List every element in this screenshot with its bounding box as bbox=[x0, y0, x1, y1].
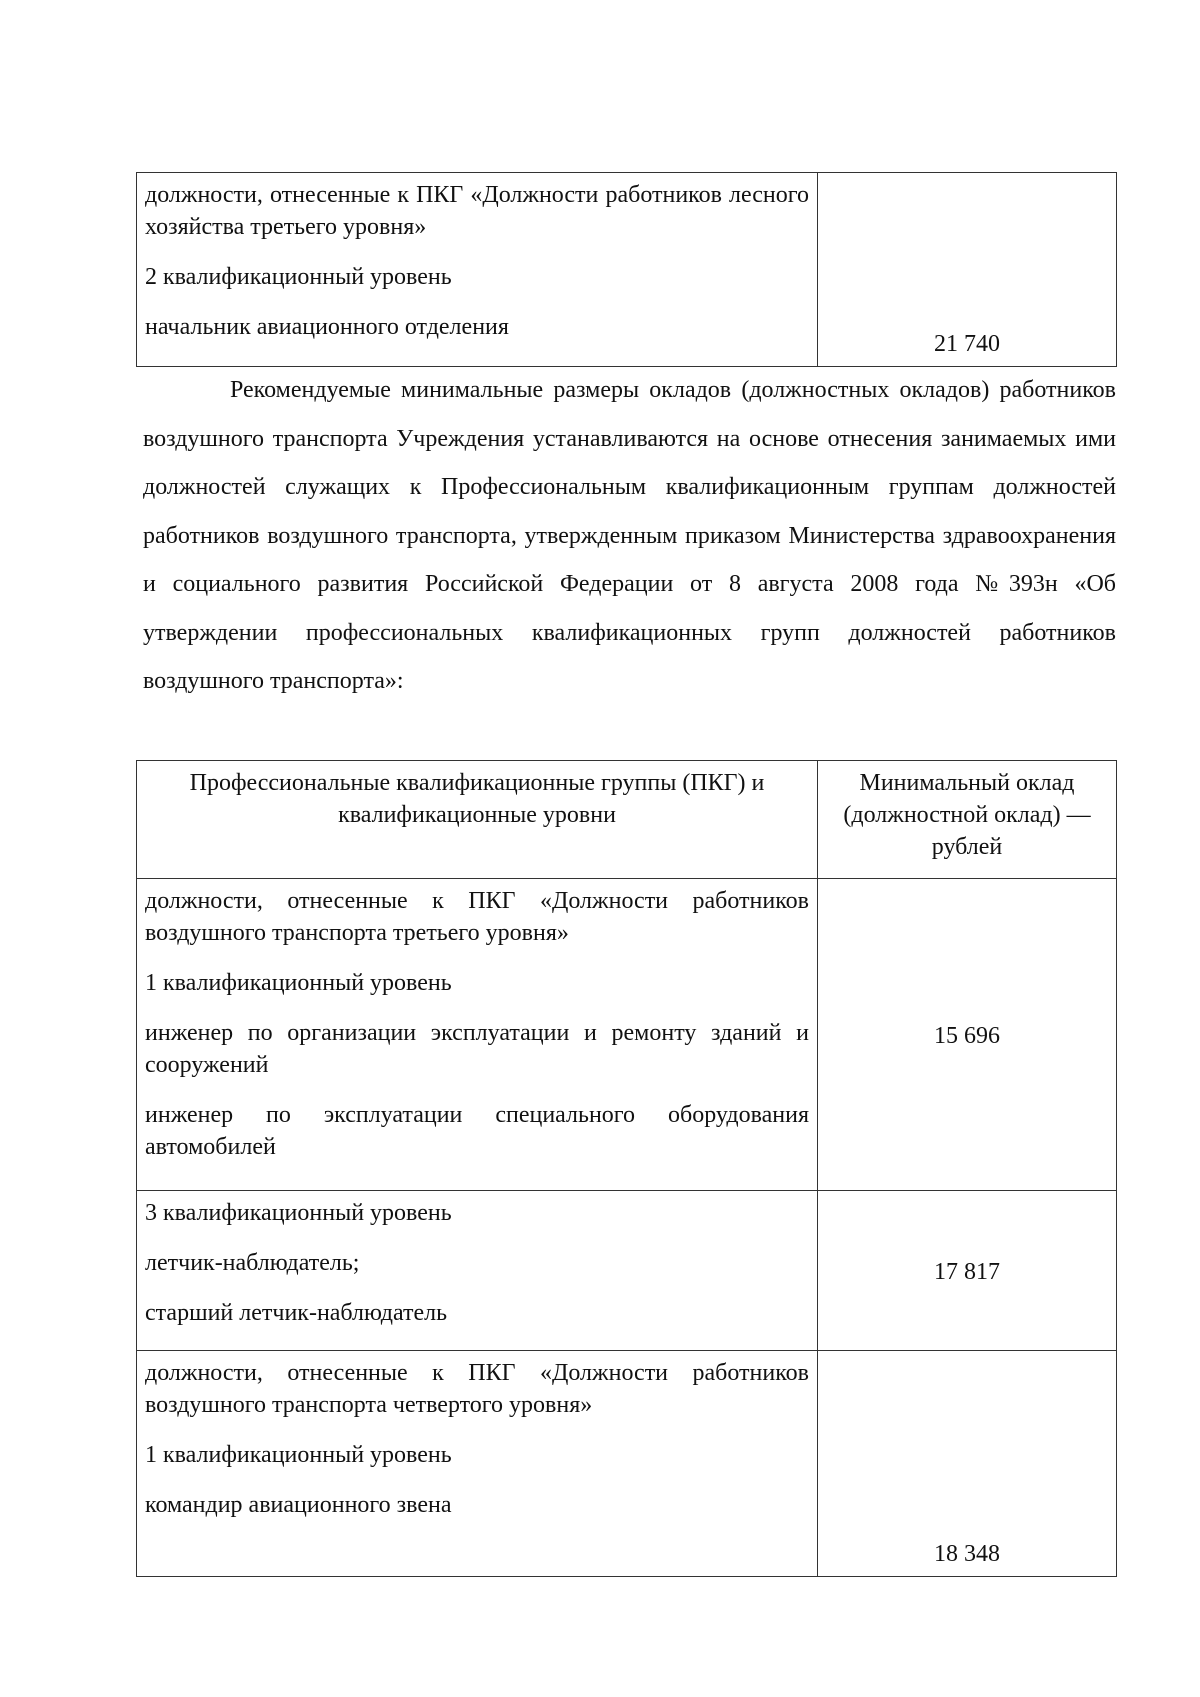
table-cell-position bbox=[137, 879, 818, 1191]
position-name: инженер по эксплуатации специального оборудования автомобилей bbox=[145, 1102, 809, 1160]
position-name: инженер по организации эксплуатации и ремонту зданий и сооружений bbox=[145, 1020, 809, 1078]
table-row bbox=[137, 1191, 1117, 1351]
column-header-salary: Минимальный оклад (должностной оклад) — рублей bbox=[818, 761, 1117, 879]
group-title: должности, отнесенные к ПКГ «Должности работников лесного хозяйства третьего уровня» bbox=[145, 182, 809, 240]
position-name: начальник авиационного отделения bbox=[145, 314, 509, 340]
table-row bbox=[137, 1351, 1117, 1577]
table-cell-amount bbox=[818, 173, 1117, 367]
salary-amount: 15 696 bbox=[934, 1022, 1000, 1049]
table-cell-position bbox=[137, 173, 818, 367]
table-row bbox=[137, 173, 1117, 367]
salary-table-air-transport bbox=[136, 760, 1117, 1577]
qualification-level: 1 квалификационный уровень bbox=[145, 970, 452, 996]
table-cell-amount bbox=[818, 1191, 1117, 1351]
table-cell-position bbox=[137, 1191, 818, 1351]
table-cell-amount bbox=[818, 1351, 1117, 1577]
position-name: летчик-наблюдатель; bbox=[145, 1250, 360, 1276]
body-paragraph: Рекомендуемые минимальные размеры окладов (должностных окладов) работников воздушного транспорта Учреждения устанавливаются на основе отнесения занимаемых ими должностей служащих к Профессиональным квалификационным группам должностей работников воздушного транспорта, утвержденным приказом Министерства здравоохранения и социального развития Российской Федерации от 8 августа 2008 года №393н «Об утверждении профессиональных квалификационных групп должностей работников воздушного транспорта»: bbox=[143, 377, 1116, 694]
group-title: должности, отнесенные к ПКГ «Должности работников воздушного транспорта третьего уровня» bbox=[145, 888, 809, 946]
column-header-groups: Профессиональные квалификационные группы (ПКГ) и квалификационные уровни bbox=[137, 761, 818, 879]
qualification-level: 3 квалификационный уровень bbox=[145, 1200, 452, 1226]
qualification-level: 2 квалификационный уровень bbox=[145, 264, 452, 290]
position-name: командир авиационного звена bbox=[145, 1492, 452, 1518]
table-row bbox=[137, 879, 1117, 1191]
qualification-level: 1 квалификационный уровень bbox=[145, 1442, 452, 1468]
salary-amount: 18 348 bbox=[934, 1541, 1000, 1567]
table-cell-position bbox=[137, 1351, 818, 1577]
salary-amount: 17 817 bbox=[934, 1258, 1000, 1285]
group-title: должности, отнесенные к ПКГ «Должности работников воздушного транспорта четвертого уровня» bbox=[145, 1360, 809, 1418]
table-header-row bbox=[137, 761, 1117, 879]
position-name: старший летчик-наблюдатель bbox=[145, 1300, 448, 1326]
salary-amount: 21 740 bbox=[934, 331, 1000, 357]
table-cell-amount bbox=[818, 879, 1117, 1191]
salary-table-forestry bbox=[136, 172, 1117, 367]
